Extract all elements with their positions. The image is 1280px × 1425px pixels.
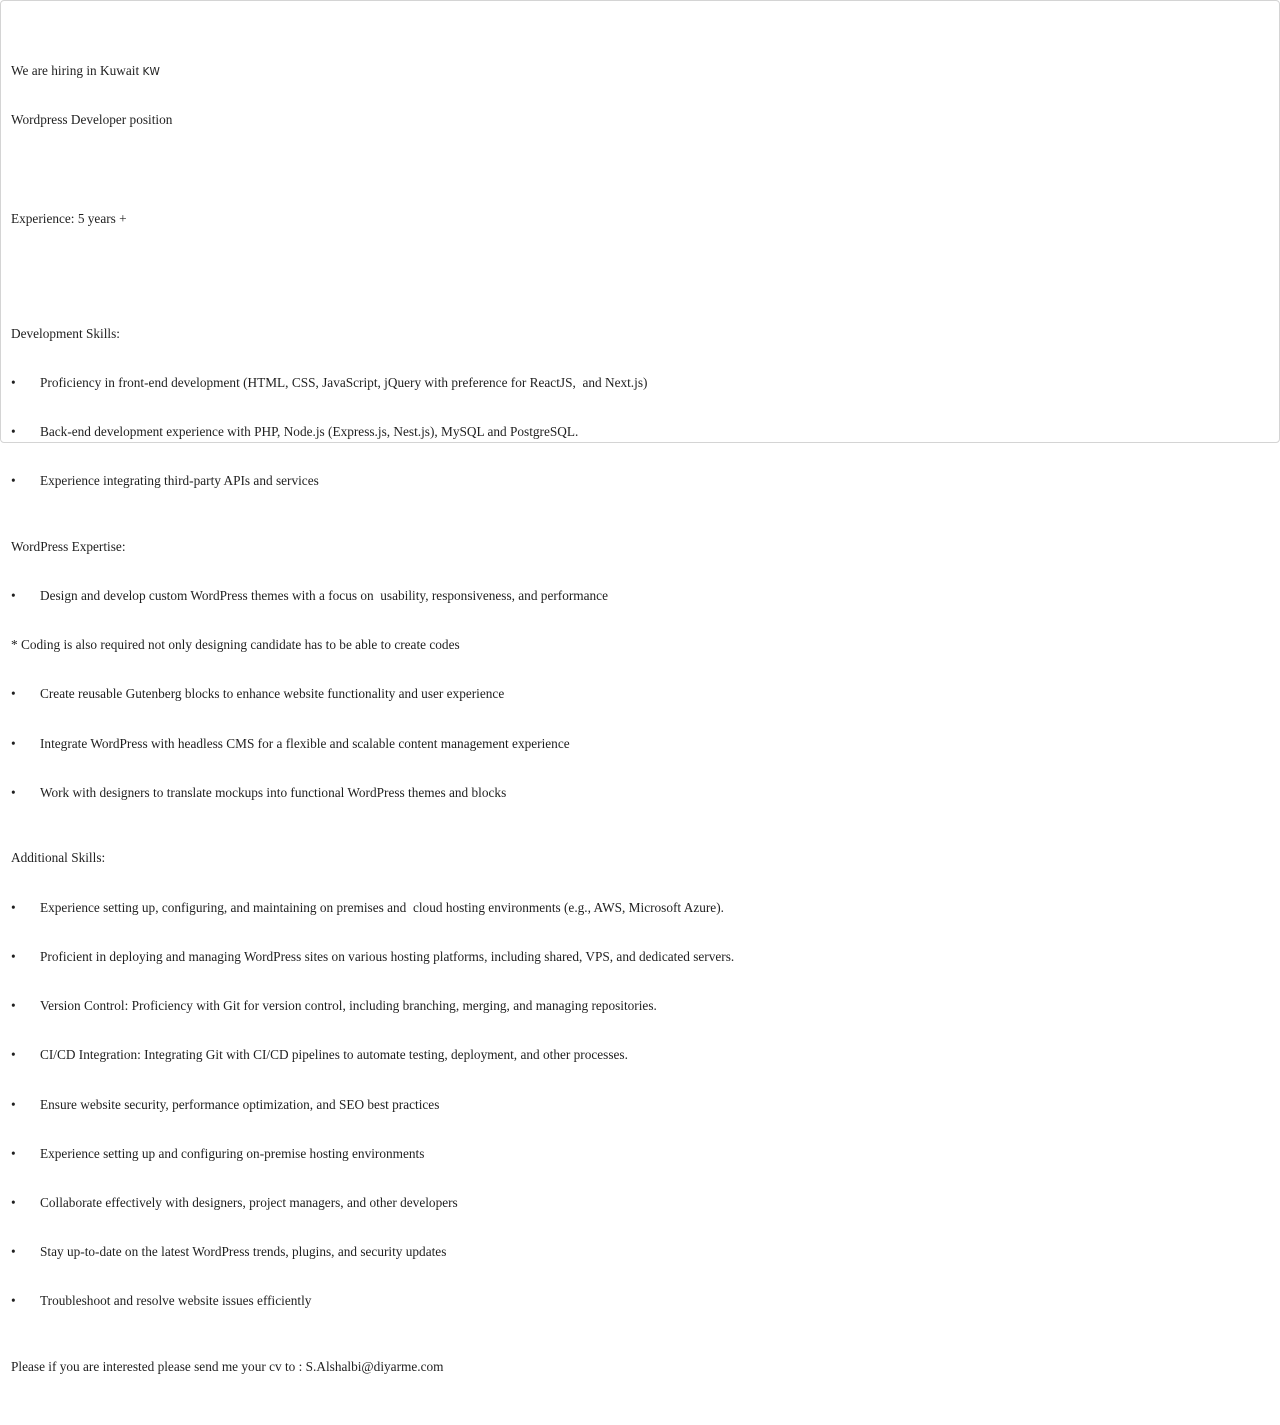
bullet: •	[11, 686, 16, 702]
list-item-text: Ensure website security, performance optimization, and SEO best practices	[40, 1096, 440, 1112]
additional-heading: Additional Skills:	[11, 850, 106, 866]
list-item	[11, 424, 579, 440]
hiring-line	[11, 63, 460, 79]
bullet: •	[11, 473, 16, 489]
list-item-text: Proficiency in front-end development (HTML, CSS, JavaScript, jQuery with preference for ReactJS, and Next.js)	[40, 374, 648, 390]
spacer	[11, 260, 460, 276]
post-body	[11, 14, 735, 1425]
contact-email: S.Alshalbi@diyarme.com	[305, 1358, 444, 1374]
list-item-text: Experience setting up and configuring on-premise hosting environments	[40, 1145, 425, 1161]
list-item	[11, 948, 735, 965]
bullet: •	[11, 1047, 16, 1063]
list-item	[11, 473, 460, 489]
list-item	[11, 1146, 460, 1162]
contact-prefix: Please if you are interested please send me your cv to :	[11, 1358, 306, 1374]
list-item	[11, 1244, 460, 1260]
list-item	[11, 588, 608, 604]
bullet: •	[11, 1293, 16, 1309]
list-item	[11, 374, 648, 391]
contact-line	[11, 1359, 460, 1375]
coding-note: * Coding is also required not only designing candidate has to be able to create codes	[11, 637, 460, 653]
bullet: •	[11, 784, 16, 800]
bullet: •	[11, 998, 16, 1014]
list-item	[11, 735, 570, 752]
hiring-text: We are hiring in Kuwait	[11, 63, 140, 79]
list-item	[11, 1047, 628, 1063]
list-item-text: Create reusable Gutenberg blocks to enhance website functionality and user experience	[40, 686, 505, 702]
bullet: •	[11, 1096, 16, 1112]
list-item-text: Work with designers to translate mockups into functional WordPress themes and blocks	[40, 784, 507, 800]
list-item-text: Integrate WordPress with headless CMS for a flexible and scalable content management experience	[40, 735, 570, 751]
country-code: KW	[142, 66, 161, 79]
list-item-text: Version Control: Proficiency with Git for version control, including branching, merging, and managing repositories.	[40, 998, 657, 1014]
list-item-text: Experience integrating third-party APIs and services	[40, 473, 319, 489]
position-title: Wordpress Developer position	[11, 112, 173, 128]
list-item-text: Troubleshoot and resolve website issues efficiently	[40, 1293, 312, 1309]
experience-line: Experience: 5 years +	[11, 210, 127, 226]
bullet: •	[11, 735, 16, 751]
bullet: •	[11, 1145, 16, 1161]
bullet: •	[11, 374, 16, 390]
development-heading: Development Skills:	[11, 325, 120, 341]
list-item	[11, 784, 507, 801]
list-item-text: Proficient in deploying and managing WordPress sites on various hosting platforms, including shared, VPS, and dedicated servers.	[40, 948, 735, 964]
list-item-text: Stay up-to-date on the latest WordPress trends, plugins, and security updates	[40, 1244, 447, 1260]
list-item-text: Design and develop custom WordPress themes with a focus on usability, responsiveness, and performance	[40, 588, 608, 604]
bullet: •	[11, 899, 16, 915]
bullet: •	[11, 1194, 16, 1210]
list-item	[11, 899, 724, 916]
list-item-text: CI/CD Integration: Integrating Git with CI/CD pipelines to automate testing, deployment, and other processes.	[40, 1047, 628, 1063]
list-item	[11, 1097, 460, 1113]
spacer	[11, 162, 460, 178]
bullet: •	[11, 948, 16, 964]
bullet: •	[11, 424, 16, 440]
bullet: •	[11, 1244, 16, 1260]
list-item-text: Collaborate effectively with designers, project managers, and other developers	[40, 1194, 458, 1210]
bullet: •	[11, 588, 16, 604]
list-item	[11, 1293, 460, 1309]
list-item-text: Experience setting up, configuring, and maintaining on premises and cloud hosting environments (e.g., AWS, Microsoft Azure).	[40, 899, 724, 915]
list-item	[11, 1195, 460, 1211]
wordpress-heading: WordPress Expertise:	[11, 538, 126, 554]
list-item-text: Back-end development experience with PHP, Node.js (Express.js, Nest.js), MySQL and PostgreSQL.	[40, 424, 579, 440]
list-item	[11, 998, 657, 1014]
list-item	[11, 686, 505, 702]
